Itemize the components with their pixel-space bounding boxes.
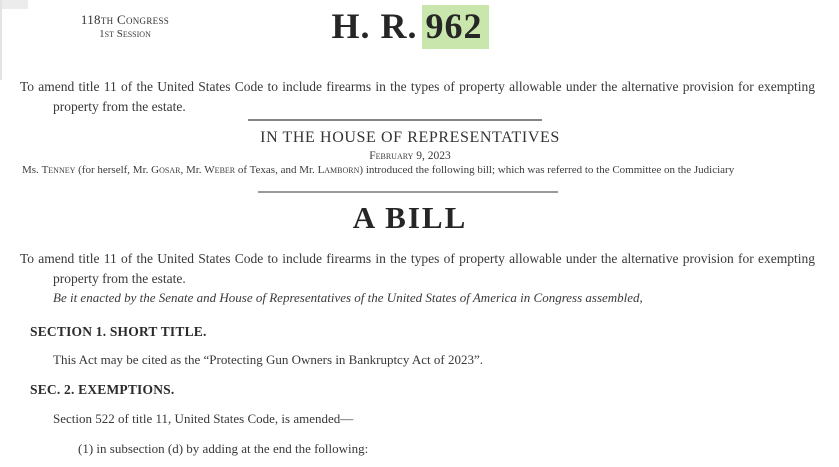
bill-prefix: H. R. (331, 6, 418, 46)
bill-heading: A BILL (352, 200, 468, 235)
enacting-clause: Be it enacted by the Senate and House of Representatives of the United States of America in Congress assembled, (53, 290, 643, 305)
section-1-heading: SECTION 1. SHORT TITLE. (30, 324, 207, 339)
bill-preamble-text: To amend title 11 of the United States Code to include firearms in the types of property allowable under the alternative provision for exempting property from the estate. (20, 251, 815, 286)
bill-number-line (0, 5, 820, 49)
sponsor-line: Ms. Tenney (for herself, Mr. Gosar, Mr. Weber of Texas, and Mr. Lamborn) introduced the following bill; which was referred to the Committee on the Judiciary (22, 164, 735, 176)
congress-label: 118th Congress (80, 12, 170, 27)
section-1-text: This Act may be cited as the “Protecting Gun Owners in Bankruptcy Act of 2023”. (53, 352, 483, 367)
bill-number-highlight: 962 (422, 5, 489, 49)
divider-rule-bill (258, 191, 558, 193)
session-label: 1st Session (99, 28, 151, 40)
section-2-heading: SEC. 2. EXEMPTIONS. (30, 382, 175, 397)
chamber-heading: IN THE HOUSE OF REPRESENTATIVES (260, 129, 560, 146)
section-2-clause-1: (1) in subsection (d) by adding at the end the following: (78, 441, 369, 456)
section-2-text: Section 522 of title 11, United States Code, is amended— (53, 411, 354, 426)
preamble-text: To amend title 11 of the United States Code to include firearms in the types of property allowable under the alternative provision for exempting property from the estate. (20, 79, 815, 114)
divider-rule-top (248, 119, 542, 121)
action-date: February 9, 2023 (369, 150, 451, 162)
